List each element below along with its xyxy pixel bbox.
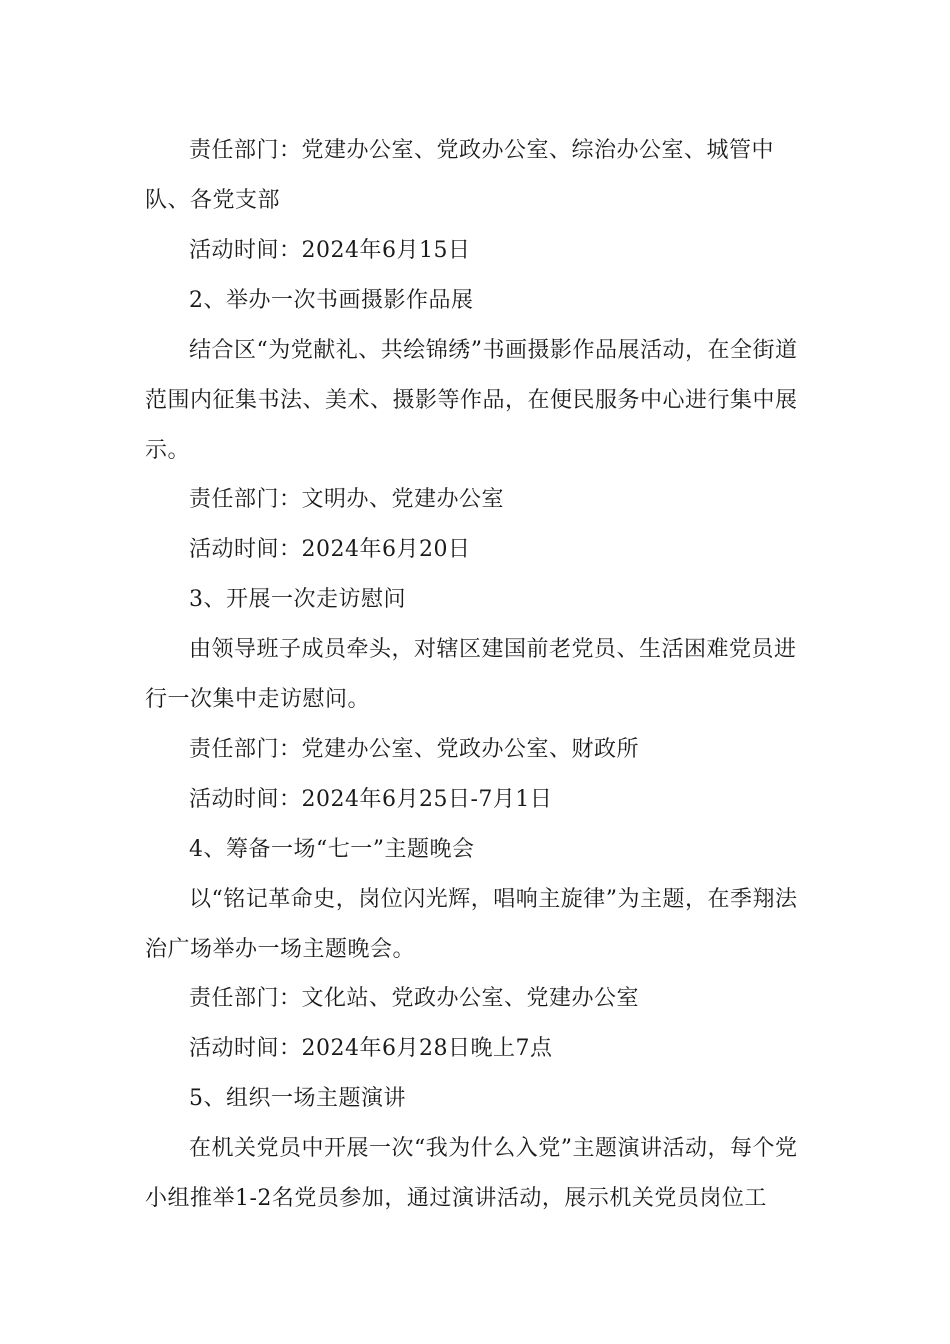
section-heading-2: 2、举办一次书画摄影作品展 bbox=[189, 288, 474, 313]
section-heading-5: 5、组织一场主题演讲 bbox=[189, 1086, 406, 1111]
activity-time-4: 活动时间：2024年6月28日晚上7点 bbox=[189, 1036, 553, 1061]
responsibility-line-1: 责任部门：党建办公室、党政办公室、综治办公室、城管中队、各党支部 bbox=[145, 138, 775, 213]
section-body-4: 以“铭记革命史，岗位闪光辉，唱响主旋律”为主题，在季翔法治广场举办一场主题晚会。 bbox=[145, 887, 798, 962]
responsibility-line-2: 责任部门：文明办、党建办公室 bbox=[189, 487, 505, 512]
responsibility-line-3: 责任部门：党建办公室、党政办公室、财政所 bbox=[189, 737, 640, 762]
section-body-3: 由领导班子成员牵头，对辖区建国前老党员、生活困难党员进行一次集中走访慰问。 bbox=[145, 637, 797, 712]
activity-time-3: 活动时间：2024年6月25日-7月1日 bbox=[189, 787, 553, 812]
activity-time-2: 活动时间：2024年6月20日 bbox=[189, 537, 471, 562]
activity-time-1: 活动时间：2024年6月15日 bbox=[189, 238, 471, 263]
responsibility-line-4: 责任部门：文化站、党政办公室、党建办公室 bbox=[189, 986, 640, 1011]
section-heading-4: 4、筹备一场“七一”主题晚会 bbox=[189, 837, 475, 862]
section-body-2: 结合区“为党献礼、共绘锦绣”书画摄影作品展活动，在全街道范围内征集书法、美术、摄影等作品，在便民服务中心进行集中展示。 bbox=[145, 338, 798, 463]
section-body-5: 在机关党员中开展一次“我为什么入党”主题演讲活动，每个党小组推举1-2名党员参加，通过演讲活动，展示机关党员岗位工 bbox=[145, 1136, 798, 1211]
section-heading-3: 3、开展一次走访慰问 bbox=[189, 587, 406, 612]
